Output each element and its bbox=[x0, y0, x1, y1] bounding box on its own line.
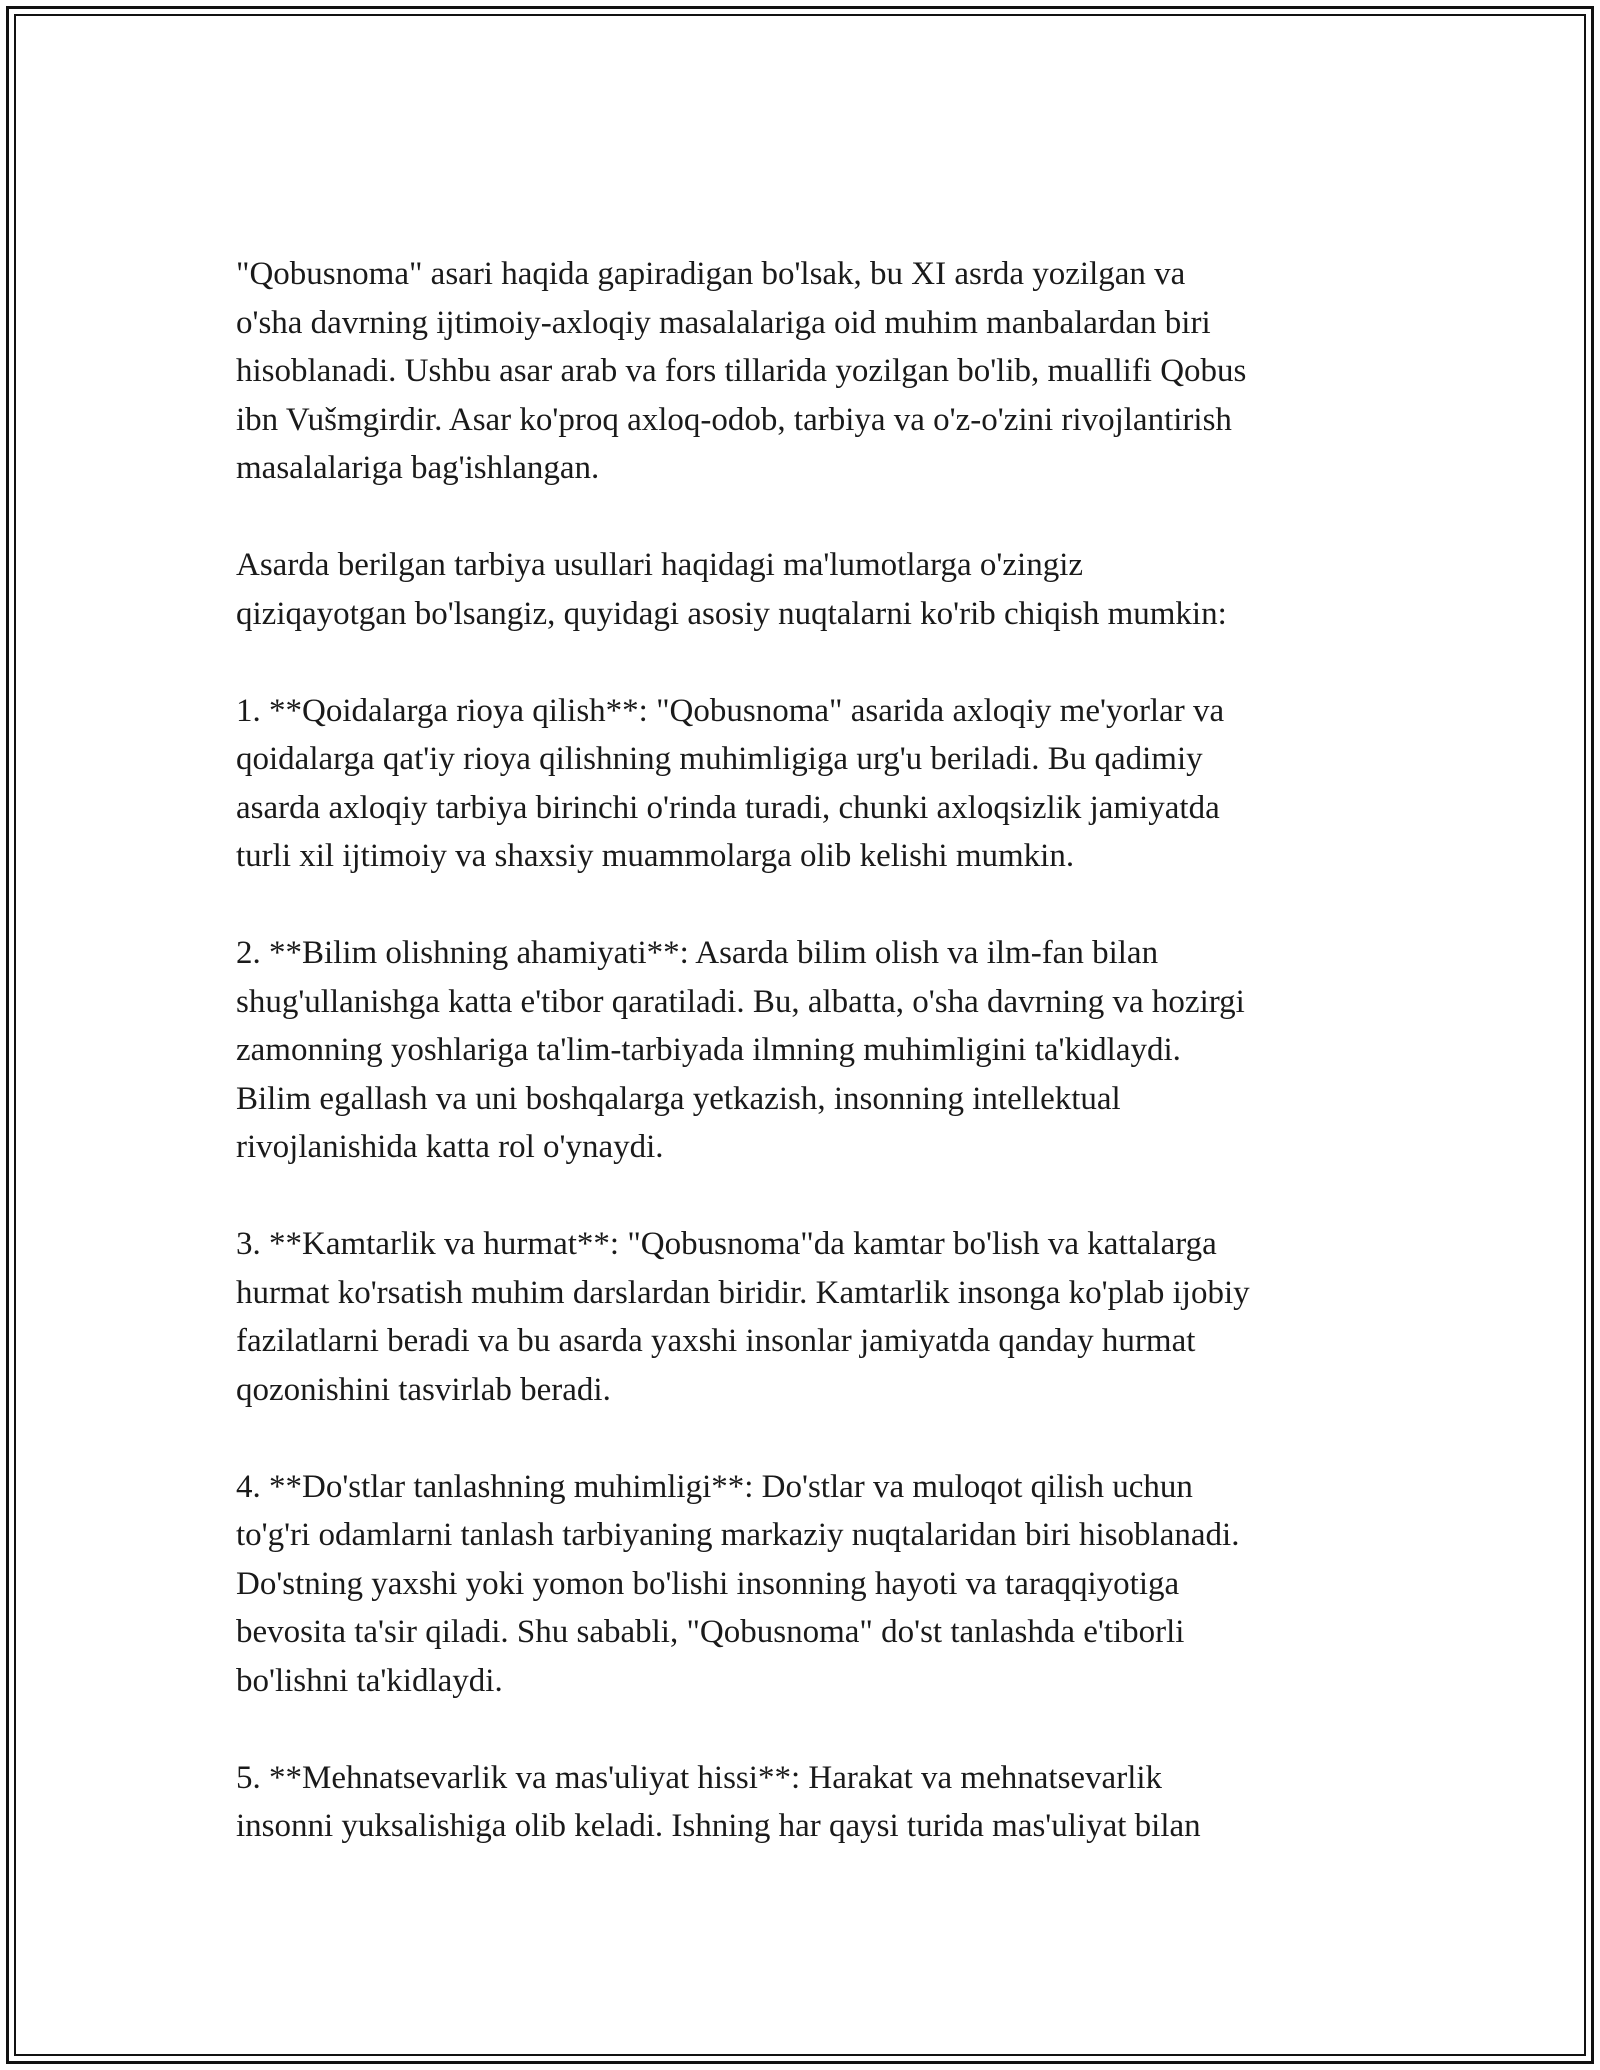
document-body bbox=[236, 250, 1366, 1899]
list-item-4-paragraph: 4. **Do'stlar tanlashning muhimligi**: Do'stlar va muloqot qilish uchun to'g'ri odamlarni tanlash tarbiyaning markaziy nuqtalaridan biri hisoblanadi. Do'stning yaxshi yoki yomon bo'lishi insonning hayoti va taraqqiyotiga bevosita ta'sir qiladi. Shu sababli, "Qobusnoma" do'st tanlashda e'tiborli bo'lishni ta'kidlaydi. bbox=[236, 1468, 1240, 1699]
list-item-3-paragraph: 3. **Kamtarlik va hurmat**: "Qobusnoma"da kamtar bo'lish va kattalarga hurmat ko'rsatish muhim darslardan biridir. Kamtarlik insonga ko'plab ijobiy fazilatlarni beradi va bu asarda yaxshi insonlar jamiyatda qanday hurmat qozonishini tasvirlab beradi. bbox=[236, 1226, 1250, 1408]
list-item-5-paragraph: 5. **Mehnatsevarlik va mas'uliyat hissi**: Harakat va mehnatsevarlik insonni yuksalishiga olib keladi. Ishning har qaysi turida mas'uliyat bilan bbox=[236, 1759, 1201, 1844]
intro-paragraph: "Qobusnoma" asari haqida gapiradigan bo'lsak, bu XI asrda yozilgan va o'sha davrning ijtimoiy-axloqiy masalalariga oid muhim manbalardan biri hisoblanadi. Ushbu asar arab va fors tillarida yozilgan bo'lib, muallifi Qobus ibn Vušmgirdir. Asar ko'proq axloq-odob, tarbiya va o'z-o'zini rivojlantirish masalalariga bag'ishlangan. bbox=[236, 256, 1247, 486]
list-item-1-paragraph: 1. **Qoidalarga rioya qilish**: "Qobusnoma" asarida axloqiy me'yorlar va qoidalarga qat'iy rioya qilishning muhimligiga urg'u beriladi. Bu qadimiy asarda axloqiy tarbiya birinchi o'rinda turadi, chunki axloqsizlik jamiyatda turli xil ijtimoiy va shaxsiy muammolarga olib kelishi mumkin. bbox=[236, 692, 1225, 874]
list-item-2-paragraph: 2. **Bilim olishning ahamiyati**: Asarda bilim olish va ilm-fan bilan shug'ullanishga katta e'tibor qaratiladi. Bu, albatta, o'sha davrning va hozirgi zamonning yoshlariga ta'lim-tarbiyada ilmning muhimligini ta'kidlaydi. Bilim egallash va uni boshqalarga yetkazish, insonning intellektual rivojlanishida katta rol o'ynaydi. bbox=[236, 935, 1245, 1165]
lead-in-paragraph: Asarda berilgan tarbiya usullari haqidagi ma'lumotlarga o'zingiz qiziqayotgan bo'lsangiz, quyidagi asosiy nuqtalarni ko'rib chiqish mumkin: bbox=[236, 547, 1227, 632]
